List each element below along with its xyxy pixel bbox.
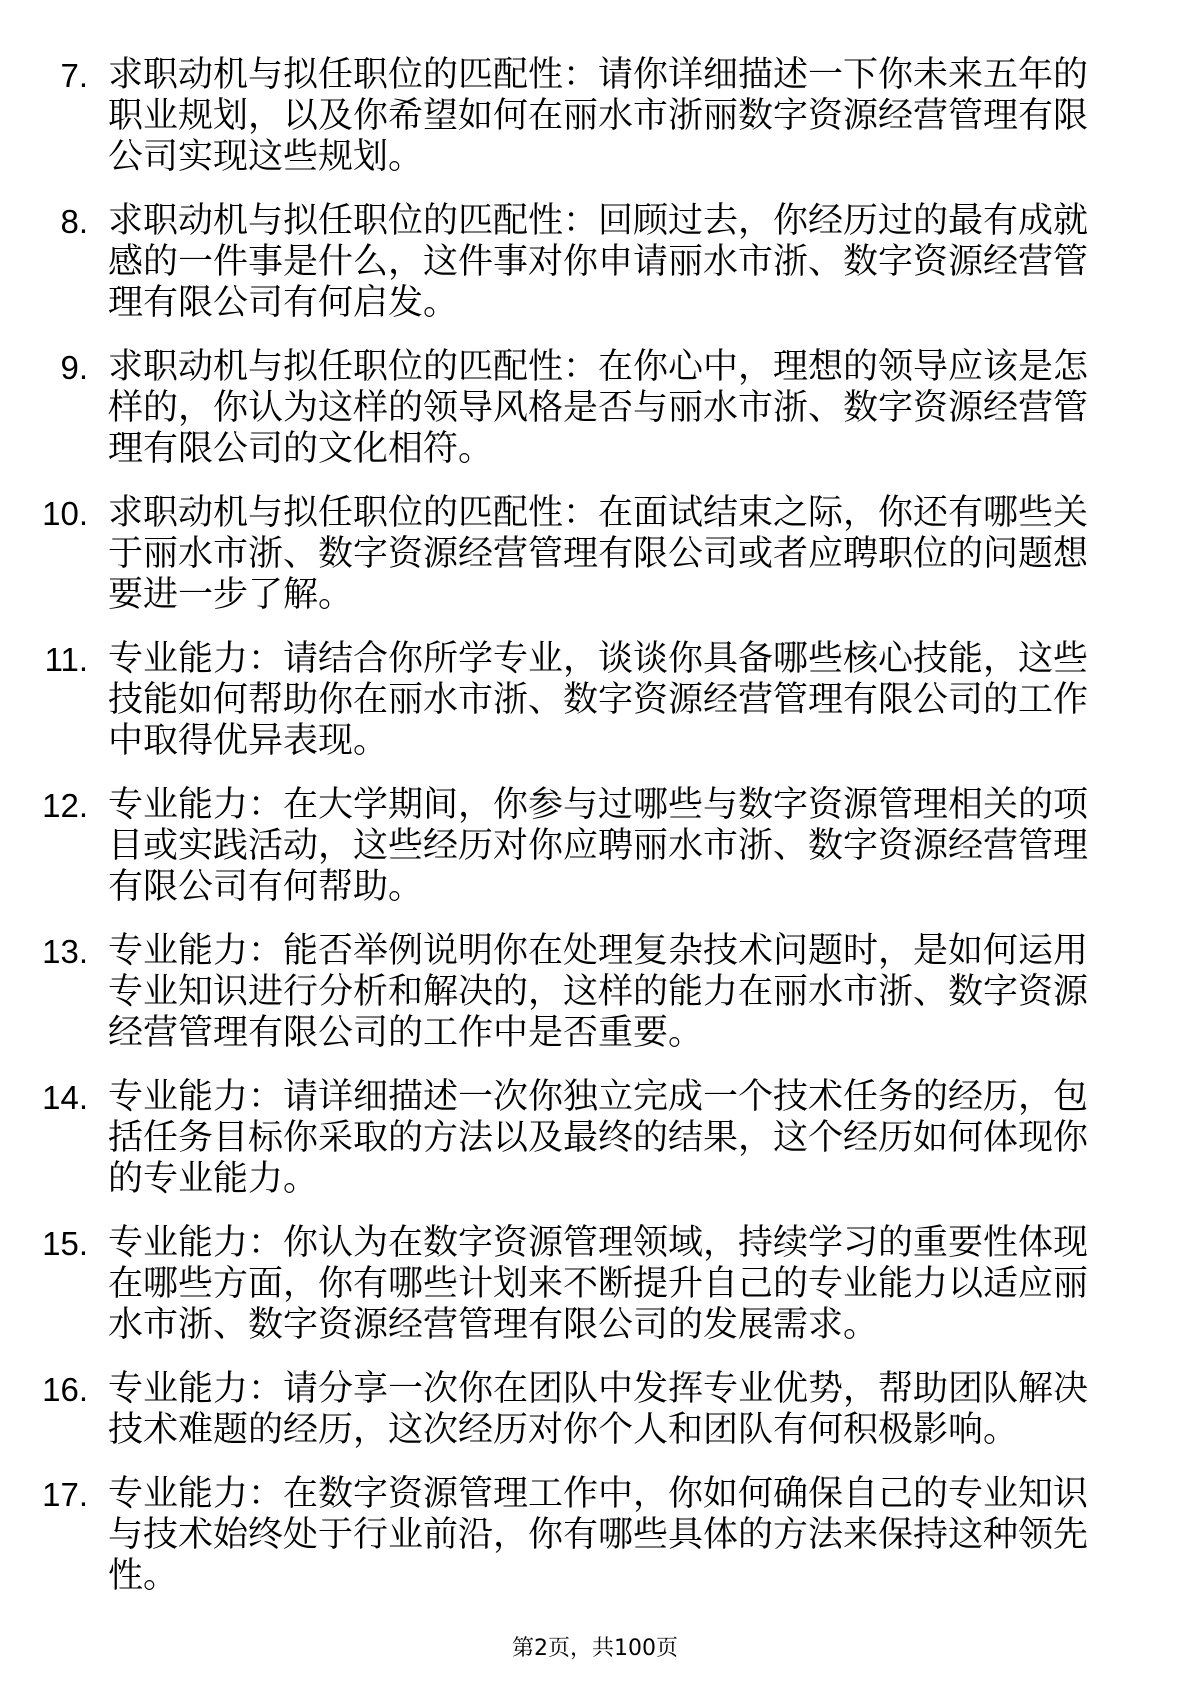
item-number: 12. xyxy=(42,787,88,824)
item-text: 专业能力：请结合你所学专业，谈谈你具备哪些核心技能，这些技能如何帮助你在丽水市浙、数字资源经营管理有限公司的工作中取得优异表现。 xyxy=(108,639,1089,761)
item-number: 9. xyxy=(60,349,88,386)
item-text: 专业能力：你认为在数字资源管理领域，持续学习的重要性体现在哪些方面，你有哪些计划来不断提升自己的专业能力以适应丽水市浙、数字资源经营管理有限公司的发展需求。 xyxy=(108,1223,1089,1345)
question-list xyxy=(28,55,1128,1597)
list-item xyxy=(28,1474,1128,1597)
list-item xyxy=(28,639,1128,762)
item-number: 16. xyxy=(42,1371,88,1408)
list-item xyxy=(28,1369,1128,1451)
item-number: 17. xyxy=(42,1476,88,1513)
item-text: 专业能力：请详细描述一次你独立完成一个技术任务的经历，包括任务目标你采取的方法以及最终的结果，这个经历如何体现你的专业能力。 xyxy=(108,1077,1089,1199)
item-number: 13. xyxy=(42,933,88,970)
item-text: 求职动机与拟任职位的匹配性：请你详细描述一下你未来五年的职业规划，以及你希望如何在丽水市浙丽数字资源经营管理有限公司实现这些规划。 xyxy=(108,55,1089,177)
list-item xyxy=(28,493,1128,616)
item-number: 11. xyxy=(44,641,88,678)
page-footer: 第2页，共100页 xyxy=(512,1636,678,1661)
list-item xyxy=(28,1223,1128,1346)
list-item xyxy=(28,201,1128,324)
item-text: 求职动机与拟任职位的匹配性：在你心中，理想的领导应该是怎样的，你认为这样的领导风格是否与丽水市浙、数字资源经营管理有限公司的文化相符。 xyxy=(108,347,1089,469)
list-item xyxy=(28,55,1128,178)
item-text: 专业能力：在数字资源管理工作中，你如何确保自己的专业知识与技术始终处于行业前沿，你有哪些具体的方法来保持这种领先性。 xyxy=(108,1474,1089,1596)
item-text: 专业能力：能否举例说明你在处理复杂技术问题时，是如何运用专业知识进行分析和解决的，这样的能力在丽水市浙、数字资源经营管理有限公司的工作中是否重要。 xyxy=(108,931,1089,1053)
item-text: 专业能力：在大学期间，你参与过哪些与数字资源管理相关的项目或实践活动，这些经历对你应聘丽水市浙、数字资源经营管理有限公司有何帮助。 xyxy=(108,785,1089,907)
item-text: 求职动机与拟任职位的匹配性：在面试结束之际，你还有哪些关于丽水市浙、数字资源经营管理有限公司或者应聘职位的问题想要进一步了解。 xyxy=(108,493,1089,615)
list-item xyxy=(28,347,1128,470)
item-number: 14. xyxy=(42,1079,88,1116)
item-text: 求职动机与拟任职位的匹配性：回顾过去，你经历过的最有成就感的一件事是什么，这件事对你申请丽水市浙、数字资源经营管理有限公司有何启发。 xyxy=(108,201,1089,323)
item-number: 10. xyxy=(42,495,88,532)
item-text: 专业能力：请分享一次你在团队中发挥专业优势，帮助团队解决技术难题的经历，这次经历对你个人和团队有何积极影响。 xyxy=(108,1369,1089,1450)
list-item xyxy=(28,1077,1128,1200)
item-number: 8. xyxy=(60,203,88,240)
item-number: 7. xyxy=(60,57,88,94)
item-number: 15. xyxy=(42,1225,88,1262)
list-item xyxy=(28,785,1128,908)
list-item xyxy=(28,931,1128,1054)
